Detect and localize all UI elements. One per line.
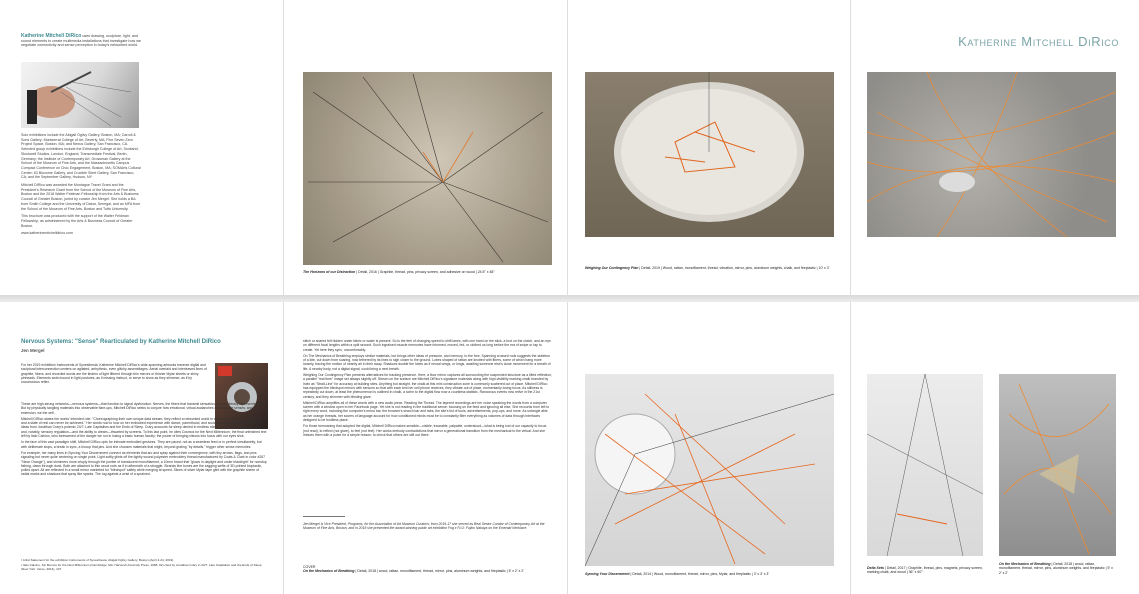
footnote-1: ¹ Artist Statement for the exhibition Instruments of Synesthesia, Abigail Ogilvy Gallery, Boston (April 4-24, 2019). [21,558,175,562]
threads-graphic [867,72,1116,237]
fold-line-top-2 [567,0,568,295]
caption-3-details: | Detail, 2014 | Wood, monofilament, thread, mirror, pins, Mylar, and fireplastic | 3' x 3' x 3' [629,572,770,576]
essay-column-1-lower [21,402,268,477]
artwork-photo-contingency [585,72,834,237]
fold-line-bottom-2 [567,302,568,594]
spread-divider [0,295,1139,302]
caption-2-title: Weighing Our Contingency Plan [585,266,639,270]
intro-block [21,34,141,48]
essay-title: Nervous Systems: "Sense" Rearticulated by Katherine Mitchell DiRico [21,339,221,345]
bio-text [21,133,141,236]
syncing-graphic [585,374,834,566]
artwork-photo-mechanics [999,374,1116,556]
caption-5 [999,562,1116,575]
horizons-lines-graphic [303,72,552,265]
header-title: Katherine Mitchell DiRico [958,34,1119,49]
artwork-photo-threads [867,72,1116,237]
intro-name: Katherine Mitchell DiRico [21,33,82,39]
caption-4-title: Delta Sets [867,566,884,570]
cover-caption-title: On the Mechanics of Breathing [303,569,355,574]
artwork-photo-horizons [303,72,552,265]
cover-caption-details: | Detail, 2018 | wood, rattan, monofilament, thread, mirror, pins, aluminum weights, and fireplastic | 5' x 2' x 2' [354,569,524,574]
cover-caption [303,565,552,574]
caption-3-title: Syncing Your Discernment [585,572,630,576]
essay-col2-p2: On The Mechanics of Breathing employs similar materials, but brings other ideas of pressure, and memory, to the fore. Spanning crossed rods suggests the skeleton of a kite, cut down from soaring, now tethered by its lines to sigh closer to the ground. Lobes shaped of rattan are knotted with fibers, some of which hang more loosely, tracing the motion of nearby air in their sway. Shadows double the lobes as if neural wings, or lungs, awaiting someone else's close movement for a breath of life. A nearby body, not a digital signal, could bring a next breath. [303,353,551,371]
artist-portrait-photo [21,62,139,128]
contingency-mirror-graphic [585,72,834,237]
fold-line-top-3 [850,0,851,295]
caption-5-title: On the Mechanics of Breathing [999,562,1051,566]
mechanics-graphic [999,374,1116,556]
cover-label: COVER [303,565,316,569]
artwork-photo-delta-sets [867,374,983,556]
bio-paragraph-1: Solo exhibitions include the Abigail Ogilvy Gallery, Boston, MA; Carroll & Sons Gallery; Montserrat College of Art, Beverly, MA; Five Seven Zero Project Space, Boston, MA; and Nexus Gallery, San Francisco, CA. Selected group exhibitions include the Edinburgh College of Art, Scotland; Stockwell Studios, London, England; Transmediale Festival, Berlin, Germany; the Institute of Contemporary Art, Grossman Gallery at the School of the Museum of Fine Arts, and the Massachusetts Campus Compact Conference on Civic Engagement, Boston, MA; SOMArts Cultural Center; 63 Bluxome Gallery, and Crucible Steel Gallery, San Francisco, CA; and the September Gallery, Hudson, NY. [21,133,141,180]
caption-1 [303,270,552,274]
top-spread [0,0,1139,295]
artwork-photo-syncing [585,374,834,566]
caption-4 [867,566,983,575]
caption-5-details: | Detail, 2018 | wood, rattan, monofilament, thread, mirror, pins, aluminum weights, and fireplastic | 5' x 2' x 2' [999,562,1113,575]
bio-note-rule [303,516,345,517]
footnotes [21,558,268,571]
essay-column-2 [303,339,552,437]
footnote-2: ² Italo Calvino, Six Memos for the Next Millennium (Cambridge, MA: Harvard University Press, 1988, 92) cited by Jonathan Crary in 24/7: Late Capitalism and the Ends of Sleep (New York: Verso, 2014), 107. [21,563,262,571]
essay-col1-p3: Mitchell DiRico states her works' intended role: "Choreographing their own unique data stream, they reflect a networked world in which nothing is ever turned off, and a state of rest can never be achieved." Her words nod to how on her embodied experience with dance, parenthood, and social media; but they also pinpoint ideas from Jonathan Crary's polemic 24/7: Late Capitalism and the Ends of Sleep. Crary accounts for sleep denied in endless stimuli, reflective in sleepless glare, and, notably, sensory regulation—and the ability to dream—thwarted by screens. To this last point, he cites Cosmos for the Next Millennium, the final unfinished text left by Italo Calvino, who forewarned of the danger we run in losing a basic human faculty: the power of bringing visions into focus with our eyes shut. [21,416,267,439]
caption-3 [585,572,834,576]
essay-col2-p4: Mitchell DiRico amplifies all of these words with a new audio piece, Reading the Thread. The layered recordings are her voice speaking the words from a computer screen with a window open to her Facebook page. Yet she is not reading in the traditional sense: focusing on the feed and ignoring all else. She recounts from left to right every word, including the computer's menu bar, the browser's search bar and tabs, the site's list of tools, advertisements, pop-ups, and more. As untangle able as her orange threads, her scores of language account for how conditioned minds must be to constantly filter everything as volumes of data through interfaces designed to be bodiless place. [303,400,550,423]
caption-4-details: | Detail, 2017 | Graphite, thread, pins, magnets, privacy screen, marking chalk, and wood | 36" x 60" [867,566,983,575]
essay-col1-p2: These are high-strung networks—nervous systems—that function to signal dysfunction. Nerves, the fibers that transmit sensation, are not literally represented here. But by physically tangling materials into observable flare-ups, Mitchell DiRico seeks to conjure how emotional, virtual avalanches overload the senses, and, by extension, we the self. [21,402,267,415]
portrait-drawing-graphic [21,62,139,128]
website-link[interactable]: www.katherinemitchelldirico.com [21,231,73,236]
essay-col2-p3: Weighing Our Contingency Plan presents alternatives for tracking presence. Here, a floor mirror captures all surrounding the suspended structure as a tilted reflection, a parallel "real time" image set always slightly off. Strewn on the surface are Mitchell DiRico's signature materials along with high-visibility marking chalk branded by Irwin as "Strait-Line" for accuracy at building sites. Anything but straight, the chalk at this mini construction zone is commonly scattered out of place. Mitchell DiRico has equipped the blindspot mirrors with sensors so that with each text her cell phone receives, they vibrate out of place, momentarily losing focus. As stillness is repeatedly cut down, at least the phenomenon is outlined in chalk, a scrim to the digital flow now a countless statistic. Rancorous events now relive in the 21st century, and they shimmer with blinding glare. [303,373,552,399]
caption-1-title: The Horizons of our Distraction [303,270,356,274]
fold-line-bottom-3 [850,302,851,594]
essay-author: Jen Mergel [21,348,45,353]
fold-line-bottom-1 [283,302,284,594]
essay-col1-p1: For her 2019 exhibition Instruments of Synesthesia, Katherine Mitchell DiRico's wide-spanning artworks traverse digital and sculptural interconnection centers on agitated, arrhythmic, even glitchy assemblages. Aerial overlaid and interleaved lines of graphite, fibers, and recorded words are the tinders of light filtered through thin mirrors or thinner Mylar sheets or shiny pinheads. Elements swim bound in light postures, as if missing instruct, or serve to show as they shimmer, as if by unconscious reflex. [21,363,207,385]
delta-sets-graphic [867,374,983,556]
essay-col2-p5: For those bemoaning that adopted the digital, Mitchell DiRico makes sensible—visible, traceable, palpable, understood—what is being lost of our capacity to focus (not read), to reflect (not glare), to feel (not feel). Her works embody contradictions that mirror a generational transition from the mechanical to the virtual. And she imbues them with a pulse for a simple reason: to check that others are still out there. [303,424,547,437]
caption-2-details: | Detail, 2019 | Wood, rattan, monofilament, thread, vibration, mirror, pins, aluminum weights, chalk, and fireplastic | 10' x 3' [638,266,830,270]
caption-1-details: | Detail, 2016 | Graphite, thread, pins, privacy screen, and adhesive on wood | 24.5" x 48" [355,270,495,274]
caption-2 [585,266,834,270]
essay-col1-p4: In the face of this vast paradigm shift, Mitchell DiRico opts for intimate embodied gestures. They are paced, not as a seamless feed or in perfect simultaneity, but with deliberate stops, a break in sync, a hiccup that jars. And she chooses materials that might, beyond grating "by details," trigger other sense memories. [21,440,262,449]
intro-text: uses drawing, sculpture, light, and sound elements to create multimedia installations that investigate how we negotiate connectivity and sense perception in today's networked world. [21,34,141,48]
bio-paragraph-2: Mitchell DiRico was awarded the Montague Travel Grant and the President's Research Grant from the School of the Museum of Fine Arts, Boston and the 2018 Walter Feldman Fellowship from the Arts & Business Council of Greater Boston, juried by curator Jen Mergel. She holds a BA from Smith College and the University of Dakar, Senegal, and an MFA from the School of the Museum of Fine Arts, Boston and Tufts University. [21,183,141,211]
fold-line-top-1 [283,0,284,295]
support-note: This brochure was produced with the support of the Walter Feldman Fellowship, as administered by the Arts & Business Council of Greater Boston. [21,214,133,228]
author-bio-note: Jen Mergel is Vice President, Programs, for the Association of Art Museum Curators; from 2019-17 she served as Beal Senior Curator of Contemporary Art at the Museum of Fine Arts, Boston, and in 2018 she presented the award-winning public art exhibition Fog x FLO: Fujiko Nakaya on the Emerald Necklace. [303,522,545,531]
essay-column-1 [21,363,211,386]
essay-col1-p5: For example, her many lines in Syncing Your Discernment connect as elements that arc and splay against their convergence, with tiny arrows, flags, and pins signaling but never quite centering on single point. Light softly glints off the tightly wound polyester embroidery thread manufactured by Coats & Clark in color #267 "Neon Orange"), and shimmers more crisply through the jumble of translucent monofilament, a 10mm brand that "glows in daylight and under blacklight" for nonstop fishing, dawn through dusk. Both are attached to thin wood rods as if in aftermath of a struggle. Strands line bones are the zagging wefts of 3D-printed bioplastic, pulled apart. All are reflected in a small mirror marketed for "blindspot" safety while merging at speed. Slices of silver Mylar tape glint with the graphite sheen of radial marks and shadows that spray like sparks. The tug against a wrist of a sprained. [21,450,267,477]
bottom-spread [0,302,1139,594]
essay-col2-p1: stitch or snared felt hidden under fabric or water is present. So is the feel of changing speed to shift lanes, with one hand on the stick, a foot on the clutch, and an eye on different focal lengths within a split second. Such ingrained muscle memories have informed, moved, fed, or clothed us long before the era of swipe or tap to create. Yet here they sync, uncomfortably. [303,339,551,352]
